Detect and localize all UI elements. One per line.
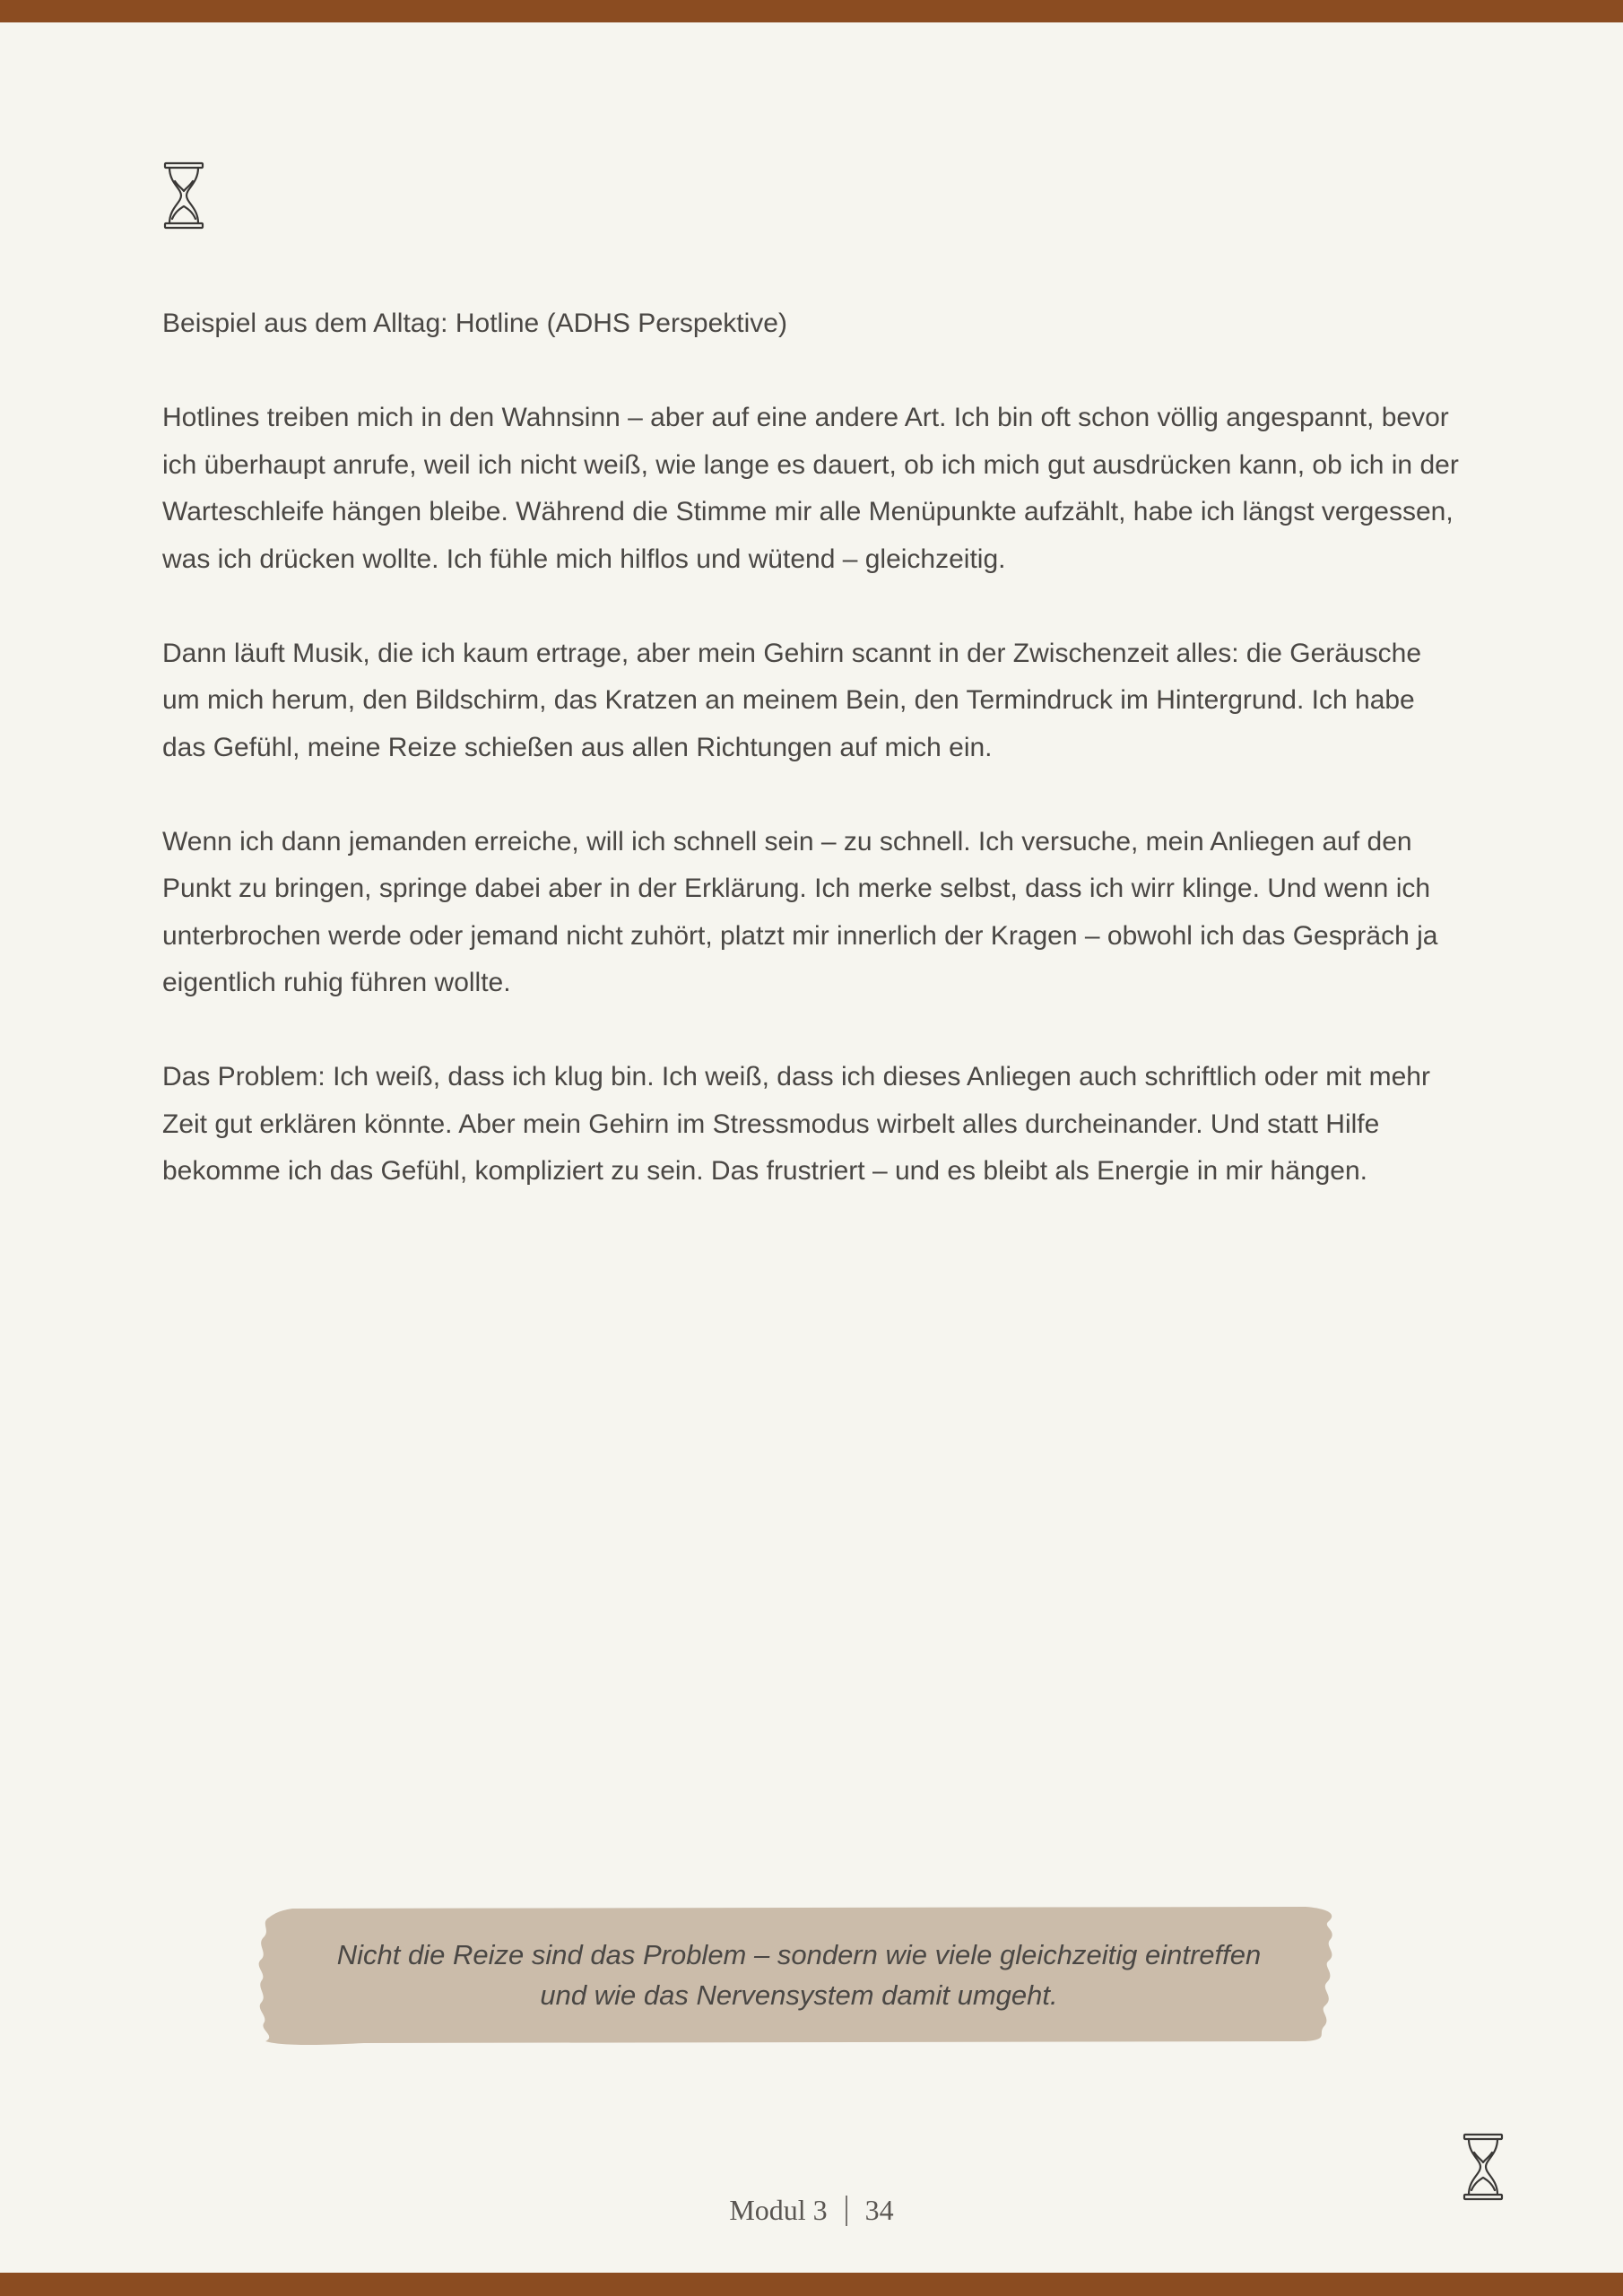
footer-divider xyxy=(846,2196,847,2226)
top-border-bar xyxy=(0,0,1623,22)
paragraph: Das Problem: Ich weiß, dass ich klug bin. Ich weiß, dass ich dieses Anliegen auch schriftlich oder mit mehr Zeit gut erklären könnte. Aber mein Gehirn im Stressmodus wirbelt alles durcheinander. Und statt Hilfe bekomme ich das Gefühl, kompliziert zu sein. Das frustriert – und es bleibt als Energie in mir hängen. xyxy=(162,1062,1430,1186)
quote-box xyxy=(256,1903,1341,2047)
hourglass-icon xyxy=(1462,2133,1504,2201)
quote-line: und wie das Nervensystem damit umgeht. xyxy=(540,1979,1058,2011)
paragraph: Hotlines treiben mich in den Wahnsinn – aber auf eine andere Art. Ich bin oft schon völlig angespannt, bevor ich überhaupt anrufe, weil ich nicht weiß, wie lange es dauert, ob ich mich gut ausdrücken kann, ob ich in der Warteschleife hängen bleibe. Während die Stimme mir alle Menüpunkte aufzählt, habe ich längst vergessen, was ich drücken wollte. Ich fühle mich hilflos und wütend – gleichzeitig. xyxy=(162,403,1459,574)
paragraph: Dann läuft Musik, die ich kaum ertrage, aber mein Gehirn scannt in der Zwischenzeit alles: die Geräusche um mich herum, den Bildschirm, das Kratzen an meinem Bein, den Termindruck im Hintergrund. Ich habe das Gefühl, meine Reize schießen aus allen Richtungen auf mich ein. xyxy=(162,638,1422,762)
page-heading: Beispiel aus dem Alltag: Hotline (ADHS Perspektive) xyxy=(162,309,787,338)
highlight-quote xyxy=(256,1935,1341,2015)
main-content xyxy=(162,300,1462,1242)
module-label: Modul 3 xyxy=(729,2194,828,2226)
page-footer xyxy=(0,2194,1623,2231)
quote-line: Nicht die Reize sind das Problem – sondern wie viele gleichzeitig eintreffen xyxy=(336,1939,1262,1970)
paragraph: Wenn ich dann jemanden erreiche, will ich schnell sein – zu schnell. Ich versuche, mein Anliegen auf den Punkt zu bringen, springe dabei aber in der Erklärung. Ich merke selbst, dass ich wirr klinge. Und wenn ich unterbrochen werde oder jemand nicht zuhört, platzt mir innerlich der Kragen – obwohl ich das Gespräch ja eigentlich ruhig führen wollte. xyxy=(162,826,1438,997)
hourglass-icon xyxy=(163,161,204,230)
bottom-border-bar xyxy=(0,2273,1623,2296)
page-number: 34 xyxy=(864,2194,894,2226)
